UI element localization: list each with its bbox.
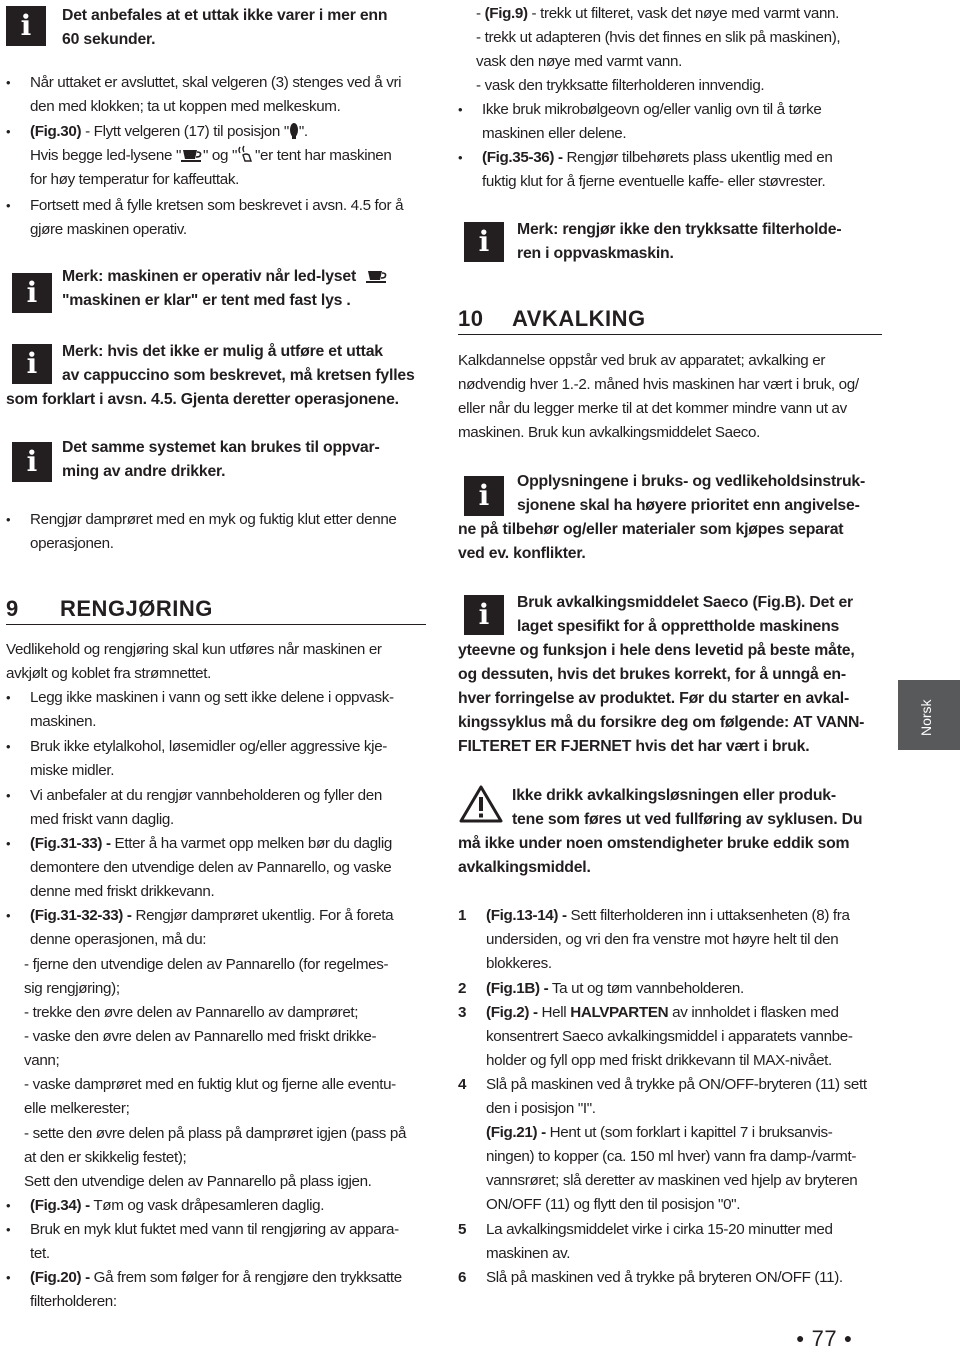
info-note-text: Merk: rengjør ikke den trykksatte filterholde- xyxy=(517,221,842,238)
section-heading-9 xyxy=(6,590,426,625)
info-note-text: Merk: hvis det ikke er mulig å utføre et uttak xyxy=(62,343,383,360)
info-icon: i xyxy=(12,442,52,482)
bullet-item: • Rengjør damprøret med en myk og fuktig klut etter denne operasjonen. xyxy=(6,508,426,556)
bullet-item: • (Fig.35-36) - Rengjør tilbehørets plass ukentlig med en fuktig klut for å fjerne eventuelle kaffe- eller støvrester. xyxy=(458,146,882,194)
step-number: 4 xyxy=(458,1076,467,1093)
language-tab xyxy=(898,680,960,750)
paragraph: Kalkdannelse oppstår ved bruk av apparatet; avkalking er nødvendig hver 1.-2. måned hvis maskinen har vært i bruk, og/ eller når du legger merke til at det kommer mindre vann ut av maskinen. Bruk kun avkalkingsmiddelet Saeco. xyxy=(458,352,859,441)
paragraph: Vedlikehold og rengjøring skal kun utføres når maskinen er avkjølt og koblet fra strømnettet. xyxy=(6,641,382,682)
step-number: 1 xyxy=(458,907,467,924)
figure-ref: (Fig.35-36) - xyxy=(482,149,563,166)
bullet-item: • Fortsett med å fylle kretsen som beskrevet i avsn. 4.5 for å gjøre maskinen operativ. xyxy=(6,194,426,242)
numbered-step-1: 1 (Fig.13-14) - Sett filterholderen inn i uttaksenheten (8) fra undersiden, og vri den fra venstre mot høyre helt til den blokkeres. xyxy=(458,904,882,976)
section-title: RENGJØRING xyxy=(60,596,213,621)
dash-item: - vaske den øvre delen av Pannarello med friskt drikke- vann; xyxy=(24,1028,377,1069)
bullet-item: • Legg ikke maskinen i vann og sett ikke delene i oppvask- maskinen. xyxy=(6,686,426,734)
paragraph: Sett den utvendige delen av Pannarello på plass igjen. xyxy=(24,1173,372,1190)
dash-item: - fjerne den utvendige delen av Pannarello (for regelmes- sig rengjøring); xyxy=(24,956,389,997)
numbered-step-3: 3 (Fig.2) - Hell HALVPARTEN av innholdet i flasken med konsentrert Saeco avkalkingsmiddel i apparatets vannbe- holder og fyll opp med friskt drikkevann til MAX-nivået. xyxy=(458,1001,882,1073)
step-number: 6 xyxy=(458,1269,467,1286)
figure-ref: (Fig.31-32-33) - xyxy=(30,907,132,924)
dash-item: - trekk ut adapteren (hvis det finnes en slik på maskinen), vask den nøye med varmt vann. xyxy=(476,29,841,70)
bullet-item: • (Fig.34) - Tøm og vask dråpesamleren daglig. xyxy=(6,1194,426,1218)
bullet-item: • (Fig.31-33) - Etter å ha varmet opp melken bør du daglig demontere den utvendige delen av Pannarello, og vaske denne med friskt drikkevann. xyxy=(6,832,426,904)
numbered-step-2: 2 (Fig.1B) - Ta ut og tøm vannbeholderen. xyxy=(458,977,882,1001)
coffee-cup-icon xyxy=(366,268,388,284)
language-label: Norsk xyxy=(918,699,934,736)
dash-item: - vaske damprøret med en fuktig klut og fjerne alle eventu- elle melkerester; xyxy=(24,1076,396,1117)
info-note-text: Bruk avkalkingsmiddelet Saeco (Fig.B). Det er xyxy=(517,594,854,611)
section-heading-10 xyxy=(458,300,882,335)
figure-ref: (Fig.13-14) - xyxy=(486,907,567,924)
section-number: 9 xyxy=(6,596,19,621)
info-note-text: Det anbefales at et uttak ikke varer i mer enn xyxy=(62,7,388,24)
step-number: 5 xyxy=(458,1221,467,1238)
info-icon: i xyxy=(6,6,46,46)
figure-ref: (Fig.20) - xyxy=(30,1269,90,1286)
info-note-text: ren i oppvaskmaskin. xyxy=(517,245,674,262)
emphasis: HALVPARTEN xyxy=(570,1004,669,1021)
warning-text: tene som føres ut ved fullføring av syklusen. Du xyxy=(512,811,863,828)
coffee-cup-icon xyxy=(181,147,203,163)
info-note-text: kingssyklus må du forsikre deg om følgende: AT VANN- xyxy=(458,714,865,731)
figure-ref: (Fig.1B) - xyxy=(486,980,549,997)
figure-ref: (Fig.9) xyxy=(484,5,528,22)
bullet-item: • Når uttaket er avsluttet, skal velgeren (3) stenges ved å vri den med klokken; ta ut koppen med melkeskum. xyxy=(6,71,426,119)
numbered-step-5: 5 La avkalkingsmiddelet virke i cirka 15-20 minutter med maskinen av. xyxy=(458,1218,882,1266)
info-note-text: "maskinen er klar" er tent med fast lys . xyxy=(62,292,351,309)
info-note-text: og dessuten, hvis det brukes korrekt, for å unngå en- xyxy=(458,666,846,683)
section-number: 10 xyxy=(458,306,484,331)
info-note-text: yteevne og funksjon i hele dens levetid på beste måte, xyxy=(458,642,855,659)
info-note-text: ming av andre drikker. xyxy=(62,463,226,480)
bullet-item: • Bruk en myk klut fuktet med vann til rengjøring av appara- tet. xyxy=(6,1218,426,1266)
steam-selector-icon xyxy=(289,123,299,139)
steam-icon xyxy=(237,145,255,163)
dash-item: - sette den øvre delen på plass på damprøret igjen (pass på at den er skikkelig festet); xyxy=(24,1125,407,1166)
info-icon: i xyxy=(464,595,504,635)
page-number: ● 77 ● xyxy=(796,1326,853,1351)
info-icon: i xyxy=(12,344,52,384)
warning-text: Ikke drikk avkalkingsløsningen eller produk- xyxy=(512,787,836,804)
warning-icon xyxy=(458,784,504,824)
dash-item: - trekke den øvre delen av Pannarello av damprøret; xyxy=(24,1004,359,1021)
dash-item: - (Fig.9) - trekk ut filteret, vask det nøye med varmt vann. xyxy=(476,5,840,22)
bullet-item: • (Fig.20) - Gå frem som følger for å rengjøre den trykksatte filterholderen: xyxy=(6,1266,426,1314)
figure-ref: (Fig.2) - xyxy=(486,1004,538,1021)
info-note-text: FILTERET ER FJERNET hvis det har vært i bruk. xyxy=(458,738,810,755)
info-note-text: 60 sekunder. xyxy=(62,31,156,48)
info-note-text: ved ev. konflikter. xyxy=(458,545,586,562)
warning-text: avkalkingsmiddel. xyxy=(458,859,591,876)
figure-ref: (Fig.21) - xyxy=(486,1124,546,1141)
numbered-step-6: 6 Slå på maskinen ved å trykke på bryteren ON/OFF (11). xyxy=(458,1266,882,1290)
figure-ref: (Fig.34) - xyxy=(30,1197,90,1214)
figure-ref: (Fig.31-33) - xyxy=(30,835,111,852)
info-note-text: laget spesifikt for å opprettholde maskinens xyxy=(517,618,840,635)
info-icon: i xyxy=(464,476,504,516)
numbered-step-4: 4 Slå på maskinen ved å trykke på ON/OFF-bryteren (11) sett den i posisjon "I". (Fig.21) - Hent ut (som forklart i kapittel 7 i bruksanvis- ningen) to kopper (ca. 150 ml hver) vann fra damp-/varmt- vannsrøret; slå deretter av maskinen ved hjelp av bryteren ON/OFF (11) og flytt den til posisjon "0". xyxy=(458,1073,882,1217)
info-note-text: ne på tilbehør og/eller materialer som kjøpes separat xyxy=(458,521,844,538)
info-note-text: av cappuccino som beskrevet, må kretsen fylles xyxy=(62,367,415,384)
info-icon: i xyxy=(12,273,52,313)
section-title: AVKALKING xyxy=(512,306,646,331)
info-note-text: Det samme systemet kan brukes til oppvar- xyxy=(62,439,380,456)
info-note-text: som forklart i avsn. 4.5. Gjenta deretter operasjonene. xyxy=(6,391,399,408)
figure-ref: (Fig.30) xyxy=(30,123,82,140)
bullet-item: • (Fig.31-32-33) - Rengjør damprøret ukentlig. For å foreta denne operasjonen, må du: xyxy=(6,904,426,952)
bullet-item: • Ikke bruk mikrobølgeovn og/eller vanlig ovn til å tørke maskinen eller delene. xyxy=(458,98,882,146)
info-note-text: Opplysningene i bruks- og vedlikeholdsinstruk- xyxy=(517,473,866,490)
warning-text: må ikke under noen omstendigheter bruke eddik som xyxy=(458,835,850,852)
info-note-text: sjonene skal ha høyere prioritet enn angivelse- xyxy=(517,497,860,514)
dash-item: - vask den trykksatte filterholderen innvendig. xyxy=(476,77,765,94)
info-icon: i xyxy=(464,222,504,262)
step-number: 3 xyxy=(458,1004,467,1021)
info-note-text: Merk: maskinen er operativ når led-lyset xyxy=(62,268,357,285)
step-number: 2 xyxy=(458,980,467,997)
bullet-item: • (Fig.30) - Flytt velgeren (17) til posisjon " ". Hvis begge led-lysene " " og " "er tent har maskinen for høy temperatur for kaffeuttak. xyxy=(6,120,426,192)
bullet-item: • Vi anbefaler at du rengjør vannbeholderen og fyller den med friskt vann daglig. xyxy=(6,784,426,832)
bullet-item: • Bruk ikke etylalkohol, løsemidler og/eller aggressive kje- miske midler. xyxy=(6,735,426,783)
info-note-text: hver forringelse av produktet. Før du starter en avkal- xyxy=(458,690,850,707)
